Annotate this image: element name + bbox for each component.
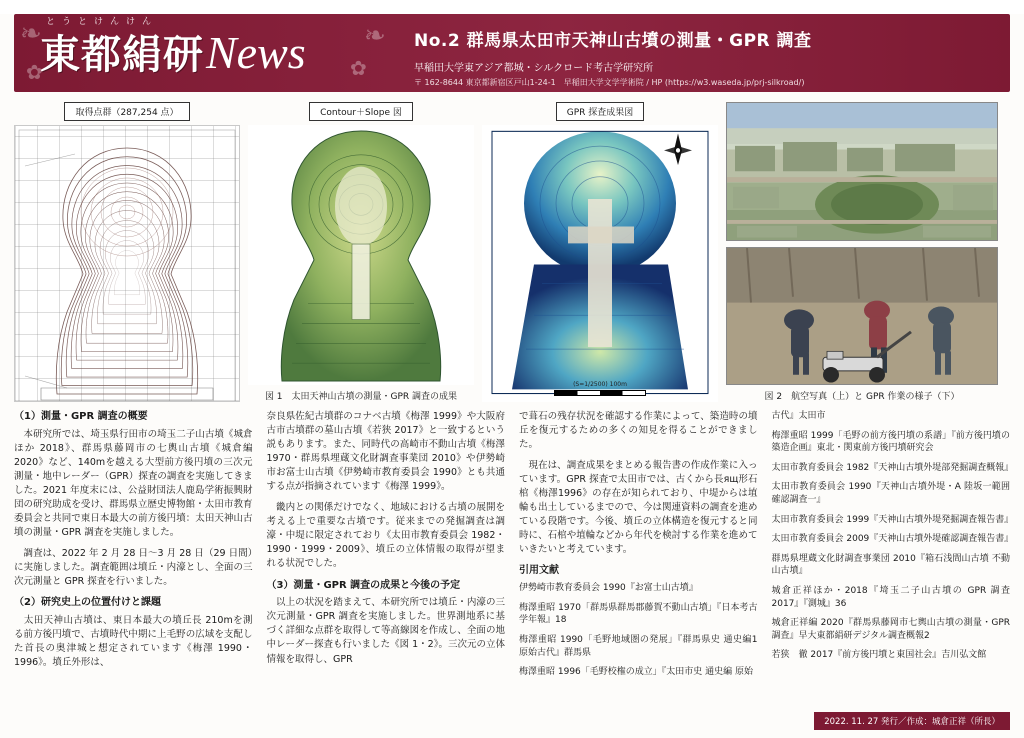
text-column-4 <box>771 410 1014 686</box>
ornament-icon: ✿ <box>26 62 43 84</box>
reference-item: 群馬県埋蔵文化財調査事業団 2010『箱石浅間山古墳 不動山古墳』 <box>771 553 1010 577</box>
scale-bar-graphic <box>554 390 646 396</box>
paragraph: 現在は、調査成果をまとめる報告書の作成作業に入っています。GPR 探査で太田市では、古くから長ящ形石棺《梅澤1996》の存在が知られており、中堤からは埴輪も出土しているまでので、今は関連資料の調査を進めている段階です。今後、墳丘の立体構造を復元すると同時に、石棺や埴輪などから年代を検討する作業を進めていきたいと考えています。 <box>519 460 758 556</box>
references-heading: 引用文献 <box>519 565 559 577</box>
aerial-photo <box>726 102 998 241</box>
reference-item: 梅澤重昭 1970「群馬県群馬郡藤賀不動山古墳」『日本考古学年報』18 <box>519 602 758 626</box>
paragraph: 奈良県佐紀古墳群のコナベ古墳《梅澤 1999》や大阪府古市古墳群の墓山古墳《若狭 2017》と一致するという説もあります。また、同時代の高崎市不動山古墳《梅澤 1970・群馬県埋蔵文化財調査事業団 2010》や伊勢崎市お富士山古墳《伊勢崎市教育委員会 1990》とも共通する点が指摘されています《梅澤 1999》。 <box>266 411 505 493</box>
paragraph: 太田天神山古墳は、東日本最大の墳丘長 210mを測る前方後円墳で、古墳時代中期に上毛野の広域を支配した首長の奥津城と想定されています《梅澤 1990・1996》。墳丘外形は、 <box>14 615 253 669</box>
issue-info <box>414 14 1010 92</box>
newsletter-page <box>0 14 1024 738</box>
reference-item: 古代』太田市 <box>771 411 826 421</box>
figure-image-point-cloud <box>14 125 240 402</box>
page-header <box>14 14 1010 92</box>
article-body <box>14 410 1014 686</box>
paragraph: で葺石の残存状況を確認する作業によって、築造時の墳丘を復元するための多くの知見を得ることができました。 <box>519 411 758 451</box>
reference-item: 梅澤重昭 1999「毛野の前方後円墳の系譜」『前方後円墳の築造企画』東北・関東前方後円墳研究会 <box>771 430 1010 454</box>
figure-label-point-cloud: 取得点群（287,254 点） <box>64 102 189 121</box>
figure-row <box>14 102 1010 402</box>
section-heading-overview: （1）測量・GPR 調査の概要 <box>14 411 148 422</box>
reference-item: 梅澤重昭 1990「毛野地域圏の発展」『群馬県史 通史編1 原始古代』群馬県 <box>519 635 758 658</box>
paragraph: 畿内との関係だけでなく、地域における古墳の展開を考える上で重要な古墳です。従来までの発掘調査は調濠・中堤に限定されており《太田市教育委員会 1982・1990・1999・2009》、墳丘の立体情報の取得が望まれる状況でした。 <box>266 502 505 570</box>
logo-news: News <box>206 27 306 78</box>
ornament-icon: ❧ <box>364 20 386 50</box>
slope-map-graphic <box>248 125 474 385</box>
text-column-3 <box>519 410 758 686</box>
reference-item: 若狭 徹 2017『前方後円墳と東国社会』吉川弘文館 <box>771 650 987 661</box>
institute-address: 〒 162-8644 東京都新宿区戸山1-24-1 早稲田大学文学学術院 / HP (https://w3.waseda.jp/prj-silkroad/) <box>414 78 805 87</box>
figure-image-contour-slope <box>248 125 474 385</box>
text-column-2 <box>267 410 506 686</box>
scale-length: 100m <box>609 381 627 388</box>
ornament-icon: ✿ <box>350 58 367 80</box>
field-work-photo <box>726 247 998 386</box>
text-column-1 <box>14 410 253 686</box>
reference-item: 伊勢崎市教育委員会 1990『お富士山古墳』 <box>519 583 698 594</box>
paragraph: 本研究所では、埼玉県行田市の埼玉二子山古墳《城倉ほか 2018》、群馬県藤岡市の七輿山古墳《城倉編 2020》など、140mを越える大型前方後円墳の三次元測量・地中レーダー（GPR）探査の調査を実施してきました。2021 年度末には、公益財団法人鹿島学術振興財団の研究助成を受け、群馬県立歴史博物館・太田市教育委員会と共同で東日本最大の前方後円墳：太田天神山古墳の測量・GPR 調査を実施しました。 <box>14 428 253 539</box>
masthead <box>14 14 414 92</box>
figure-point-cloud <box>14 102 240 402</box>
gpr-map-graphic <box>482 125 718 402</box>
logo-title: 東都絹研 <box>40 31 204 78</box>
contour-map-graphic <box>14 125 240 402</box>
scale-ratio: (S=1/2500) <box>573 381 608 388</box>
footer-credit: 2022. 11. 27 発行／作成：城倉正祥（所長） <box>814 712 1010 730</box>
scale-bar <box>554 381 646 396</box>
figure-image-gpr <box>482 125 718 402</box>
figure-label-contour-slope: Contour＋Slope 図 <box>309 102 413 121</box>
institute-name: 早稲田大学東アジア都城・シルクロード考古学研究所 <box>414 63 654 74</box>
reference-item: 城倉正祥編 2020『群馬県藤岡市七輿山古墳の測量・GPR 調査』早大東都絹研デジタル調査概報2 <box>771 618 1010 641</box>
figure-gpr <box>482 102 718 402</box>
paragraph: 調査は、2022 年 2 月 28 日〜3 月 28 日（29 日間）に実施しました。調査範囲は墳丘・内濠とし、全面の三次元測量と GPR 探査を行いました。 <box>14 548 253 588</box>
figure-caption-2: 図 2 航空写真（上）と GPR 作業の様子（下） <box>764 392 960 402</box>
section-heading-research-history: （2）研究史上の位置付けと課題 <box>14 597 161 609</box>
reference-item: 太田市教育委員会 1990『天神山古墳外堤・A 陸坂一範囲確認調査一』 <box>771 482 1010 505</box>
paragraph: 以上の状況を踏まえて、本研究所では墳丘・内濠の三次元測量・GPR 調査を実施しました。世界測地系に基づく詳細な点群を取得して等高線図を作成し、全面の地中レーダー探査も行いました《図 1・2》。三次元の立体情報を取得し、GPR <box>266 597 505 665</box>
figure-contour-slope <box>248 102 474 402</box>
issue-title: No.2 群馬県太田市天神山古墳の測量・GPR 調査 <box>414 31 812 51</box>
map-annotations <box>15 126 239 401</box>
reference-item: 太田市教育委員会 1982『天神山古墳外堤部発掘調査概報』 <box>771 462 1014 473</box>
figure-photos <box>726 102 998 402</box>
reference-item: 太田市教育委員会 2009『天神山古墳外堤確認調査報告書』 <box>771 534 1014 545</box>
reference-item: 城倉正祥ほか・2018『埼玉二子山古墳の GPR 調査 2017』『測城』36 <box>771 585 1010 609</box>
ornament-icon: ❧ <box>20 18 42 48</box>
reference-item: 太田市教育委員会 1999『天神山古墳外堤発掘調査報告書』 <box>771 514 1014 525</box>
figure-caption-1: 図 1 太田天神山古墳の測量・GPR 調査の成果 <box>264 392 458 402</box>
logo-ruby: とうとけんけん <box>46 17 159 27</box>
figure-label-gpr: GPR 探査成果図 <box>556 102 645 121</box>
reference-item: 梅澤重昭 1996「毛野校権の成立」『太田市史 通史編 原始 <box>519 667 753 678</box>
logo <box>40 17 306 78</box>
section-heading-results: （3）測量・GPR 調査の成果と今後の予定 <box>266 579 461 591</box>
